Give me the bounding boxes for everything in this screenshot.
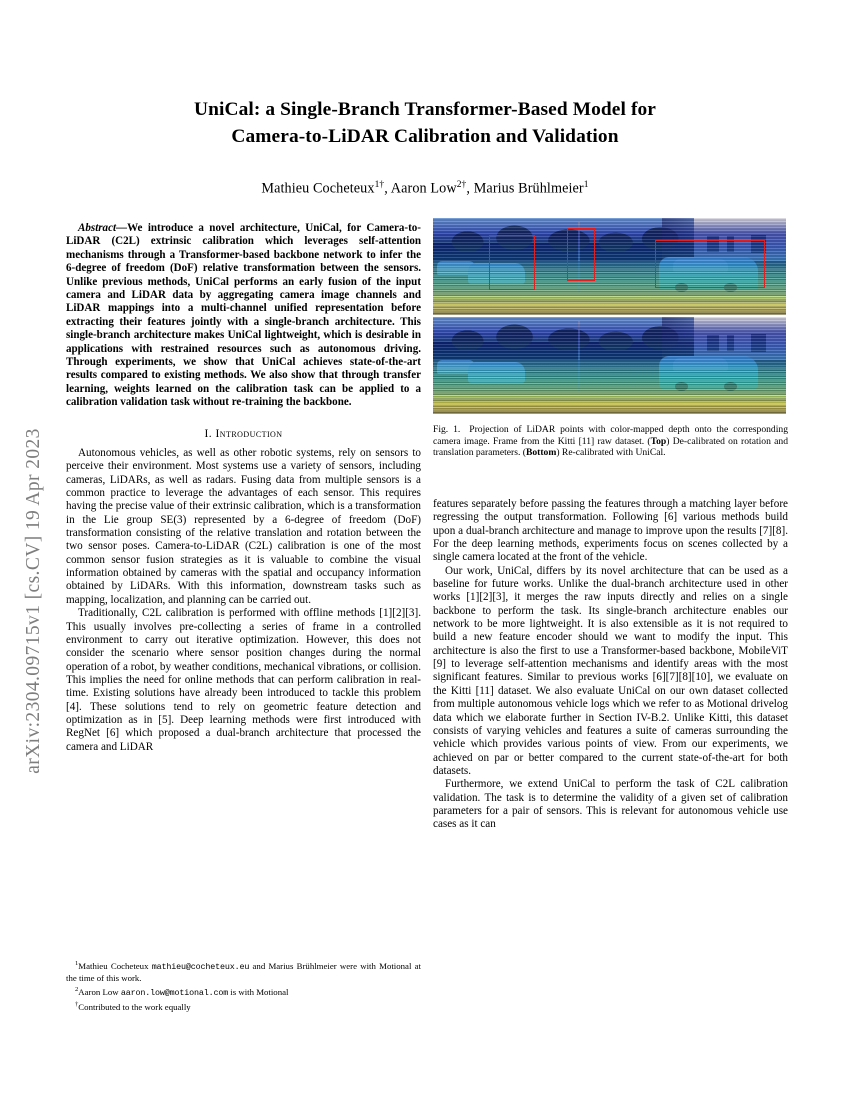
annotation-box-3 (655, 240, 764, 288)
figure-panel-top-decalibrated (433, 218, 786, 315)
footnote-2-marker: 2 (75, 985, 79, 993)
arxiv-stamp: arXiv:2304.09715v1 [cs.CV] 19 Apr 2023 (23, 428, 44, 774)
footnote-1-email: mathieu@cocheteux.eu (151, 961, 250, 972)
author-2-affiliation-marker: 2† (456, 180, 467, 190)
abstract (66, 222, 421, 410)
footnote-1 (66, 958, 421, 984)
right-paragraph-2: Our work, UniCal, differs by its novel architecture that can be used as a baseline for future works. Unlike the dual-branch architecture used in other works [1][2][3], it merges the raw inputs directly and relies on a single backbone to perform the task. Its single-branch architecture enables our network to be more lightweight. It is also extensible as it is not required to build a new feature encoder should we want to modify the input. This architecture is also the first to use a Transformer-based backbone, MobileViT [9] to leverage self-attention mechanisms and identify areas with the most significant features. Similar to previous works [6][7][8][10], we evaluate on the Kitti [11] dataset. We also evaluate UniCal on our own dataset collected from multiple autonomous vehicle logs which we refer to as Motional drivelog data which we elaborate further in Section IV-B.2. Unlike Kitti, this dataset consists of varying vehicles and features a suite of cameras surrounding the vehicle which provides various points of view. From our experiments, we achieved on par or better compared to the current state-of-the-art for both datasets. (433, 564, 788, 777)
lidar-scanlines-dense (433, 367, 786, 414)
intro-paragraph-1: Autonomous vehicles, as well as other robotic systems, rely on sensors to perceive their environment. Most systems use a variety of sensors, including cameras, LiDARs, as well as radars. Fusing data from multiple sensors is a common practice to leverage the advantages of each sensor. This requires having the precise value of their extrinsic calibration, which is a transformation in the Lie group SE(3) represented by a 6-degree of freedom (DoF) transformation consisting of the relative translation and rotation between the two sensor poses. Camera-to-LiDAR (C2L) calibration is one of the most common sensor fusion strategies as it is valuable to combine the visual information obtained by cameras with the spatial and occupancy information obtained by LiDARs. With this information, downstream tasks such as mapping, localization, and planning can be carried out. (66, 447, 421, 606)
annotation-box-2 (567, 228, 595, 281)
right-column (433, 498, 788, 832)
figure-caption-part-2: ) De-calibrated on rotation and translation parameters. ( (433, 435, 788, 459)
footnotes (66, 958, 421, 1013)
footnote-2-text-b: is with Motional (228, 986, 289, 997)
figure-caption-bold-top: Top (650, 435, 667, 447)
right-paragraph-1: features separately before passing the features through a matching layer before regressing the output transformation. Following [6] various methods build upon a dual-branch architecture and manage to improve upon the results [7][8]. For the deep learning methods, experiments focus on scenes collected by a single camera located at the front of the vehicle. (433, 498, 788, 564)
author-list (88, 180, 762, 198)
page-title (88, 96, 762, 150)
footnote-2-email: aaron.low@motional.com (120, 987, 229, 998)
title-line-1: UniCal: a Single-Branch Transformer-Based Model for (194, 99, 656, 120)
footnote-2 (66, 984, 421, 999)
figure-number: Fig. 1. (433, 424, 461, 435)
footnote-1-text-a: Mathieu Cocheteux (78, 960, 152, 971)
figure-caption (433, 424, 788, 459)
right-paragraph-3: Furthermore, we extend UniCal to perform the task of C2L calibration validation. The task is to determine the validity of a given set of calibration parameters for a pair of sensors. This is relevant for autonomous vehicle use cases as it can (433, 778, 788, 831)
author-separator-2: , (466, 180, 474, 197)
author-3-name: Marius Brühlmeier (473, 180, 584, 197)
title-line-2: Camera-to-LiDAR Calibration and Validation (231, 126, 619, 147)
figure-caption-part-3: ) Re-calibrated with UniCal. (556, 447, 666, 459)
figure-1 (433, 218, 788, 459)
left-column (66, 222, 421, 754)
figure-panel-bottom-recalibrated (433, 317, 786, 414)
footnote-1-marker: 1 (75, 960, 79, 967)
abstract-body: We introduce a novel architecture, UniCal, for Camera-to-LiDAR (C2L) extrinsic calibration which leverages self-attention mechanisms through a Transformer-based backbone network to infer the 6-degree of freedom (DoF) relative transformation between the sensors. Unlike previous methods, UniCal performs an early fusion of the input camera and LiDAR data by aggregating camera image channels and LiDAR mappings into a multi-channel unified representation before extracting their features jointly with a single-branch architecture. This single-branch architecture makes UniCal lightweight, which is desirable in applications with restrained resources such as autonomous driving. Through experiments, we show that UniCal achieves state-of-the-art results compared to existing methods. We also show that through transfer learning, weights learned on the calibration task can be applied to a calibration validation task without re-training the backbone. (66, 222, 421, 409)
abstract-label: Abstract— (78, 222, 128, 234)
author-1-name: Mathieu Cocheteux (261, 180, 375, 197)
footnote-3-text: Contributed to the work equally (78, 1001, 191, 1012)
author-separator-1: , (384, 180, 391, 197)
figure-caption-bold-bottom: Bottom (525, 447, 557, 459)
author-1-affiliation-marker: 1† (374, 180, 385, 190)
footnote-1-text-b: and Marius Brühlmeier were with Motional at the time of this work. (66, 960, 421, 983)
footnote-3-marker: † (75, 1000, 79, 1008)
footnote-3 (66, 999, 421, 1013)
footnote-2-text-a: Aaron Low (78, 986, 121, 997)
figure-caption-part-1: Projection of LiDAR points with color-mapped depth onto the corresponding camera image. Frame from the Kitti [11] raw dataset. ( (433, 424, 788, 447)
author-3-affiliation-marker: 1 (583, 180, 589, 190)
title-block (88, 96, 762, 198)
section-heading-introduction: I. Introduction (204, 426, 283, 440)
annotation-box-1 (489, 235, 535, 289)
author-2-name: Aaron Low (390, 180, 457, 197)
intro-paragraph-2: Traditionally, C2L calibration is performed with offline methods [1][2][3]. This usually involves pre-collecting a series of frame in a controlled environment to carry out iterative optimization. However, this does not consider the scenario where sensor position changes during the normal operation of a robot, by weather conditions, mechanical vibrations, or collision. This implies the need for online methods that can perform calibration in real-time. Existing solutions have already been introduced to tackle this problem [4]. These solutions tend to rely on geometric feature detection and optimization as in [5]. Deep learning methods were first introduced with RegNet [6] which proposed a dual-branch architecture that processed the camera and LiDAR (66, 607, 421, 753)
